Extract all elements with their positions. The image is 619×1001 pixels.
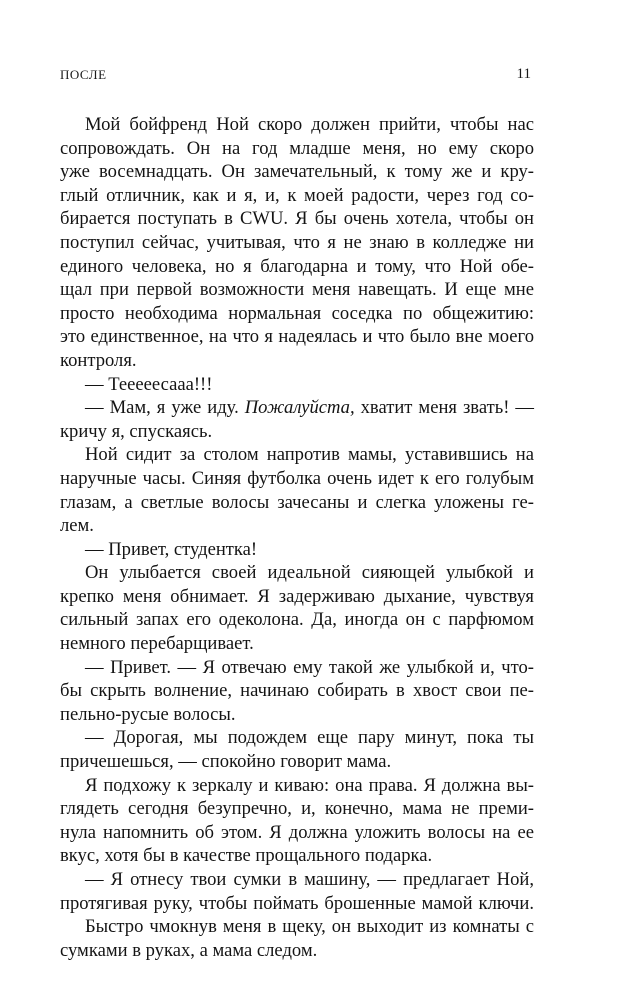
text-line: Быстро чмокнув меня в щеку, он выходит из комнаты с (85, 916, 534, 938)
text-line: бы скрыть волнение, начинаю собирать в хвост свои пе- (60, 680, 534, 702)
text-line: это единственное, на что я надеялась и что было вне моего (60, 326, 534, 348)
text-line: бирается поступать в CWU. Я бы очень хотела, чтобы он (60, 208, 534, 230)
text-line: сумками в руках, а мама следом. (60, 939, 318, 961)
text-line: лем. (60, 515, 94, 537)
text-line: кричу я, спускаясь. (60, 420, 213, 442)
text-line: контроля. (60, 349, 137, 371)
text-fragment: хватит меня звать! — (354, 397, 534, 419)
text-line: глый отличник, как и я, и, к моей радости, через год со- (60, 184, 534, 206)
text-line: поступил сейчас, учитывая, что я не знаю в колледже ни (60, 231, 534, 253)
text-line: вкус, хотя бы в качестве прощального подарка. (60, 845, 433, 867)
body-text (60, 113, 534, 962)
dialogue-line (60, 396, 534, 420)
text-line: немного перебарщивает. (60, 633, 254, 655)
text-line: Мой бойфренд Ной скоро должен прийти, чтобы нас (85, 114, 534, 135)
text-line: глядеть сегодня безупречно, и, конечно, мама не преми- (60, 798, 534, 820)
dialogue-line: — Привет. — Я отвечаю ему такой же улыбкой и, что- (85, 656, 534, 678)
text-line: Ной сидит за столом напротив мамы, уставившись на (85, 444, 534, 466)
dialogue-line: — Дорогая, мы подождем еще пару минут, пока ты (85, 727, 534, 749)
text-line: единого человека, но я благодарна и тому, что Ной обе- (60, 255, 534, 277)
text-line: Он улыбается своей идеальной сияющей улыбкой и (85, 562, 534, 584)
text-line: просто необходима нормальная соседка по общежитию: (60, 302, 534, 324)
text-line: Я подхожу к зеркалу и киваю: она права. Я должна вы- (85, 774, 534, 796)
text-line: глазам, а светлые волосы зачесаны и слегка уложены ге- (60, 491, 534, 513)
dialogue-line: — Тееееесааа!!! (85, 373, 213, 395)
text-line: протягивая руку, чтобы поймать брошенные мамой ключи. (60, 892, 534, 914)
text-line: наручные часы. Синяя футболка очень идет к его голубым (60, 467, 534, 489)
text-line: крепко меня обнимает. Я задерживаю дыхание, чувствуя (60, 585, 534, 607)
running-title: ПОСЛЕ (60, 67, 107, 82)
dialogue-line: — Я отнесу твои сумки в машину, — предлагает Ной, (85, 869, 534, 890)
text-line: сильный запах его одеколона. Да, иногда он с парфюмом (60, 609, 534, 631)
text-line: щал при первой возможности меня навещать. И еще мне (60, 279, 534, 301)
text-line: уже восемнадцать. Он замечательный, к тому же и кру- (60, 161, 534, 183)
text-fragment: — Мам, я уже иду. (85, 397, 245, 419)
text-line: сопровождать. Он на год младше меня, но ему скоро (60, 137, 534, 159)
text-line: нула напомнить об этом. Я должна уложить волосы на ее (60, 821, 534, 843)
page-number: 11 (516, 66, 531, 82)
text-line: пельно-русые волосы. (60, 703, 236, 725)
text-line: причешешься, — спокойно говорит мама. (60, 751, 392, 773)
dialogue-line: — Привет, студентка! (85, 538, 258, 560)
italic-emphasis: Пожалуйста, (244, 397, 355, 419)
